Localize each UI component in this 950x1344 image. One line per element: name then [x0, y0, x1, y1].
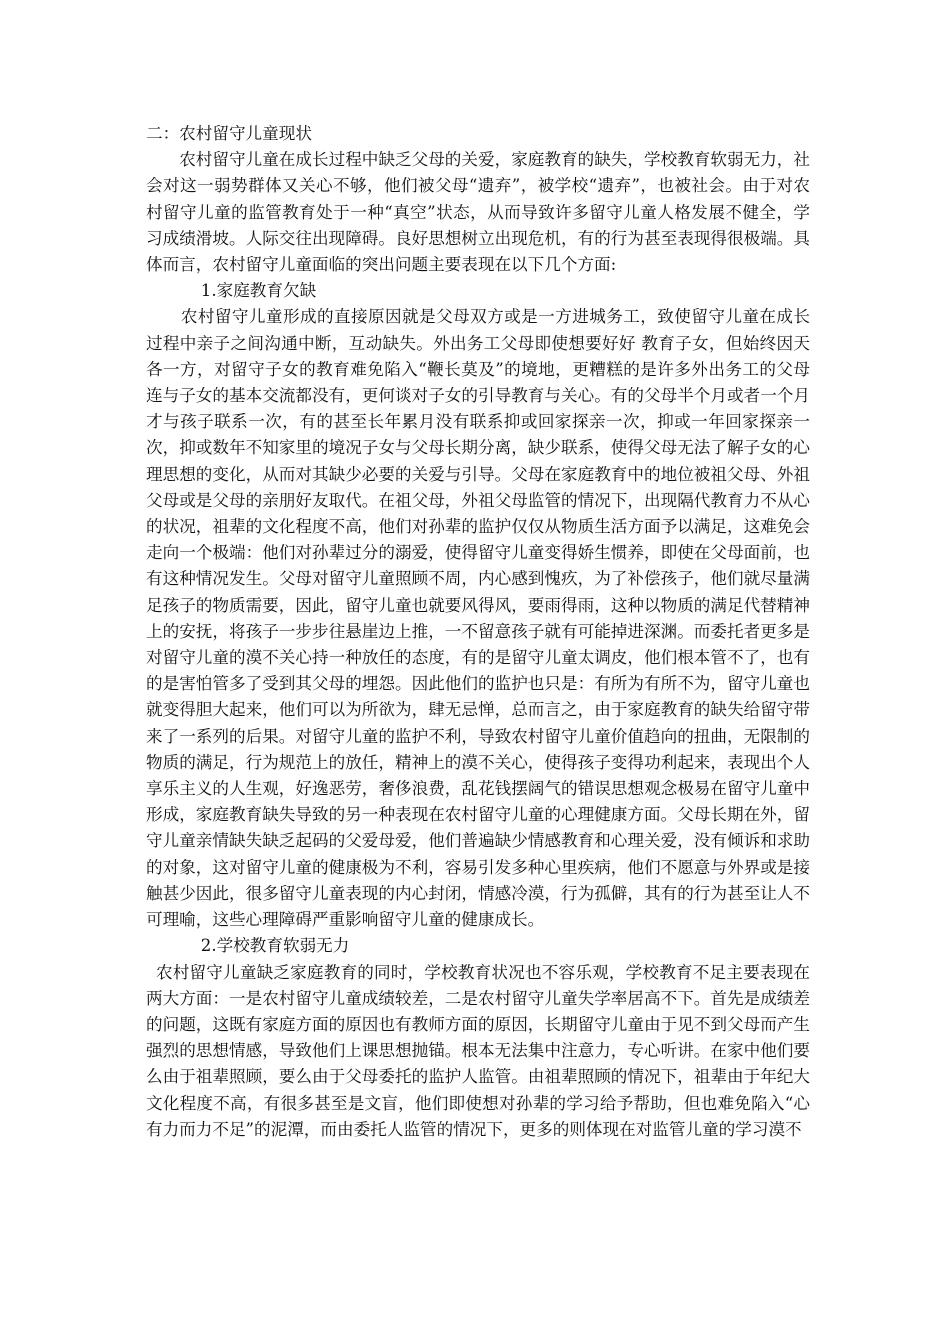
subsection-title-family-education: 1.家庭教育欠缺 [200, 281, 317, 301]
section-title: 二：农村留守儿童现状 [146, 124, 312, 143]
subsection-title-school-education: 2.学校教育软弱无力 [200, 936, 350, 956]
school-education-paragraph: 农村留守儿童缺乏家庭教育的同时，学校教育状况也不容乐观，学校教育不足主要表现在两大方面：一是农村留守儿童成绩较差，二是农村留守儿童失学率居高不下。首先是成绩差的问题，这既有家庭方面的原因也有教师方面的原因，长期留守儿童由于见不到父母而产生强烈的思想情感，导致他们上课思想抛锚。根本无法集中注意力，专心听讲。在家中他们要么由于祖辈照顾，要么由于父母委托的监护人监管。由祖辈照顾的情况下，祖辈由于年纪大文化程度不高，有很多甚至是文盲，他们即使想对孙辈的学习给予帮助，但也难免陷入“心有力而力不足”的泥潭，而由委托人监管的情况下，更多的则体现在对监管儿童的学习漠不 [146, 962, 810, 1139]
family-education-paragraph: 农村留守儿童形成的直接原因就是父母双方或是一方进城务工，致使留守儿童在成长过程中亲子之间沟通中断，互动缺失。外出务工父母即使想要好好 教育子女，但始终因天各一方，对留守子女的教育难免陷入“鞭长莫及”的境地，更糟糕的是许多外出务工的父母连与子女的基本交流都没有，更何谈对子女的引导教育与关心。有的父母半个月或者一个月才与孩子联系一次，有的甚至长年累月没有联系抑或回家探亲一次，抑或一年回家探亲一次，抑或数年不知家里的境况子女与父母长期分离，缺少联系，使得父母无法了解子女的心理思想的变化，从而对其缺少必要的关爱与引导。父母在家庭教育中的地位被祖父母、外祖父母或是父母的亲朋好友取代。在祖父母，外祖父母监管的情况下，出现隔代教育力不从心的状况，祖辈的文化程度不高，他们对孙辈的监护仅仅从物质生活方面予以满足，这难免会走向一个极端：他们对孙辈过分的溺爱，使得留守儿童变得娇生惯养，即使在父母面前，也有这种情况发生。父母对留守儿童照顾不周，内心感到愧疚，为了补偿孩子，他们就尽量满足孩子的物质需要，因此，留守儿童也就要风得风，要雨得雨，这种以物质的满足代替精神上的安抚，将孩子一步步往悬崖边上推，一不留意孩子就有可能掉进深渊。而委托者更多是对留守儿童的漠不关心持一种放任的态度，有的是留守儿童太调皮，他们根本管不了，也有的是害怕管多了受到其父母的埋怨。因此他们的监护也只是：有所为有所不为，留守儿童也就变得胆大起来，他们可以为所欲为，肆无忌惮，总而言之，由于家庭教育的缺失给留守带来了一系列的后果。对留守儿童的监护不利，导致农村留守儿童价值趋向的扭曲，无限制的物质的满足，行为规范上的放任，精神上的漠不关心，使得孩子变得功利起来，表现出个人享乐主义的人生观，好逸恶劳，奢侈浪费，乱花钱摆阔气的错误思想观念极易在留守儿童中形成，家庭教育缺失导致的另一种表现在农村留守儿童的心理健康方面。父母长期在外，留守儿童亲情缺失缺乏起码的父爱母爱，他们普遍缺少情感教育和心理关爱，没有倾诉和求助的对象，这对留守儿童的健康极为不利，容易引发多种心里疾病，他们不愿意与外界或是接触甚少因此，很多留守儿童表现的内心封闭，情感冷漠，行为孤僻，其有的行为甚至让人不可理喻，这些心理障碍严重影响留守儿童的健康成长。 [146, 307, 810, 930]
intro-paragraph: 农村留守儿童在成长过程中缺乏父母的关爱，家庭教育的缺失，学校教育软弱无力，社会对这一弱势群体又关心不够，他们被父母“遗弃”，被学校“遗弃”，也被社会。由于对农村留守儿童的监管教育处于一种“真空”状态，从而导致许多留守儿童人格发展不健全，学习成绩滑坡。人际交往出现障碍。良好思想树立出现危机，有的行为甚至表现得很极端。具体而言，农村留守儿童面临的突出问题主要表现在以下几个方面: [146, 150, 810, 275]
document-page [146, 121, 810, 1143]
